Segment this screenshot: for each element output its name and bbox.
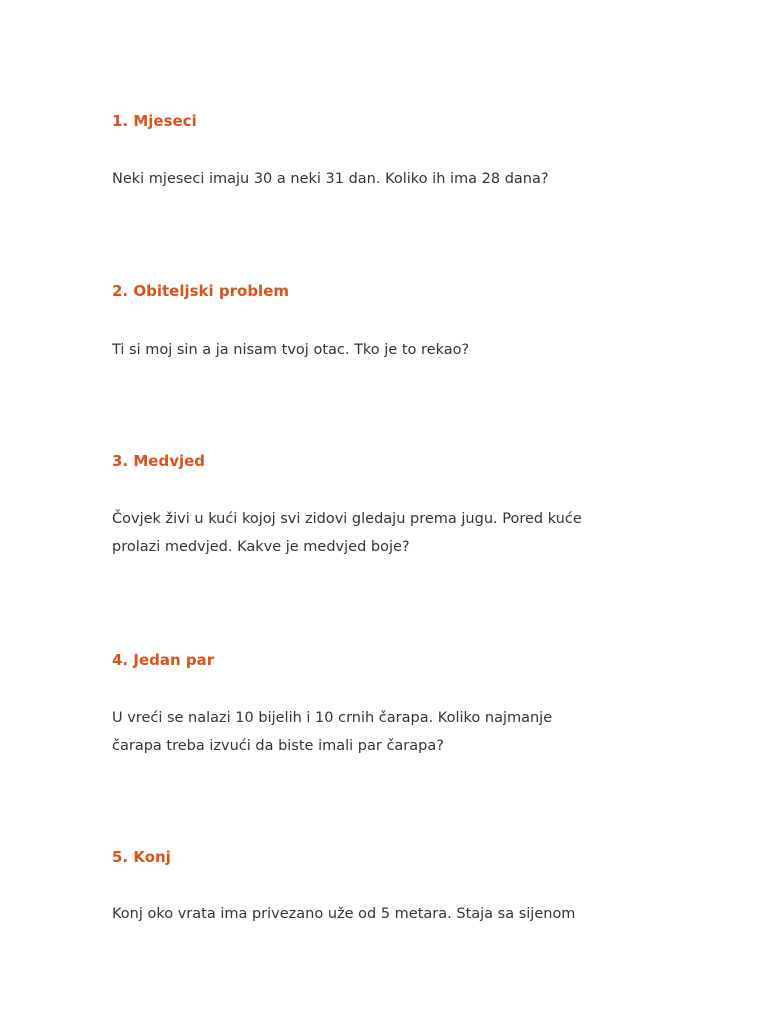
section-4-line-1: U vreći se nalazi 10 bijelih i 10 crnih čarapa. Koliko najmanje (112, 710, 553, 726)
section-2-text (112, 336, 632, 364)
section-5-line-1: Konj oko vrata ima privezano uže od 5 metara. Staja sa sijenom (112, 906, 576, 922)
section-2-heading: 2. Obiteljski problem (112, 282, 290, 300)
section-4-line-2: čarapa treba izvući da biste imali par čarapa? (112, 738, 444, 754)
section-4-heading: 4. Jedan par (112, 651, 215, 669)
section-4-text (112, 704, 632, 760)
section-1-text (112, 165, 632, 193)
section-3-heading: 3. Medvjed (112, 452, 206, 470)
section-5-heading: 5. Konj (112, 848, 171, 866)
section-5-text (112, 900, 632, 928)
section-3-text (112, 505, 632, 561)
section-1-heading: 1. Mjeseci (112, 112, 197, 130)
section-2-line-1: Ti si moj sin a ja nisam tvoj otac. Tko je to rekao? (112, 342, 470, 358)
section-3-line-2: prolazi medvjed. Kakve je medvjed boje? (112, 539, 410, 555)
section-1-line-1: Neki mjeseci imaju 30 a neki 31 dan. Koliko ih ima 28 dana? (112, 171, 549, 187)
section-3-line-1: Čovjek živi u kući kojoj svi zidovi gledaju prema jugu. Pored kuće (112, 511, 582, 527)
